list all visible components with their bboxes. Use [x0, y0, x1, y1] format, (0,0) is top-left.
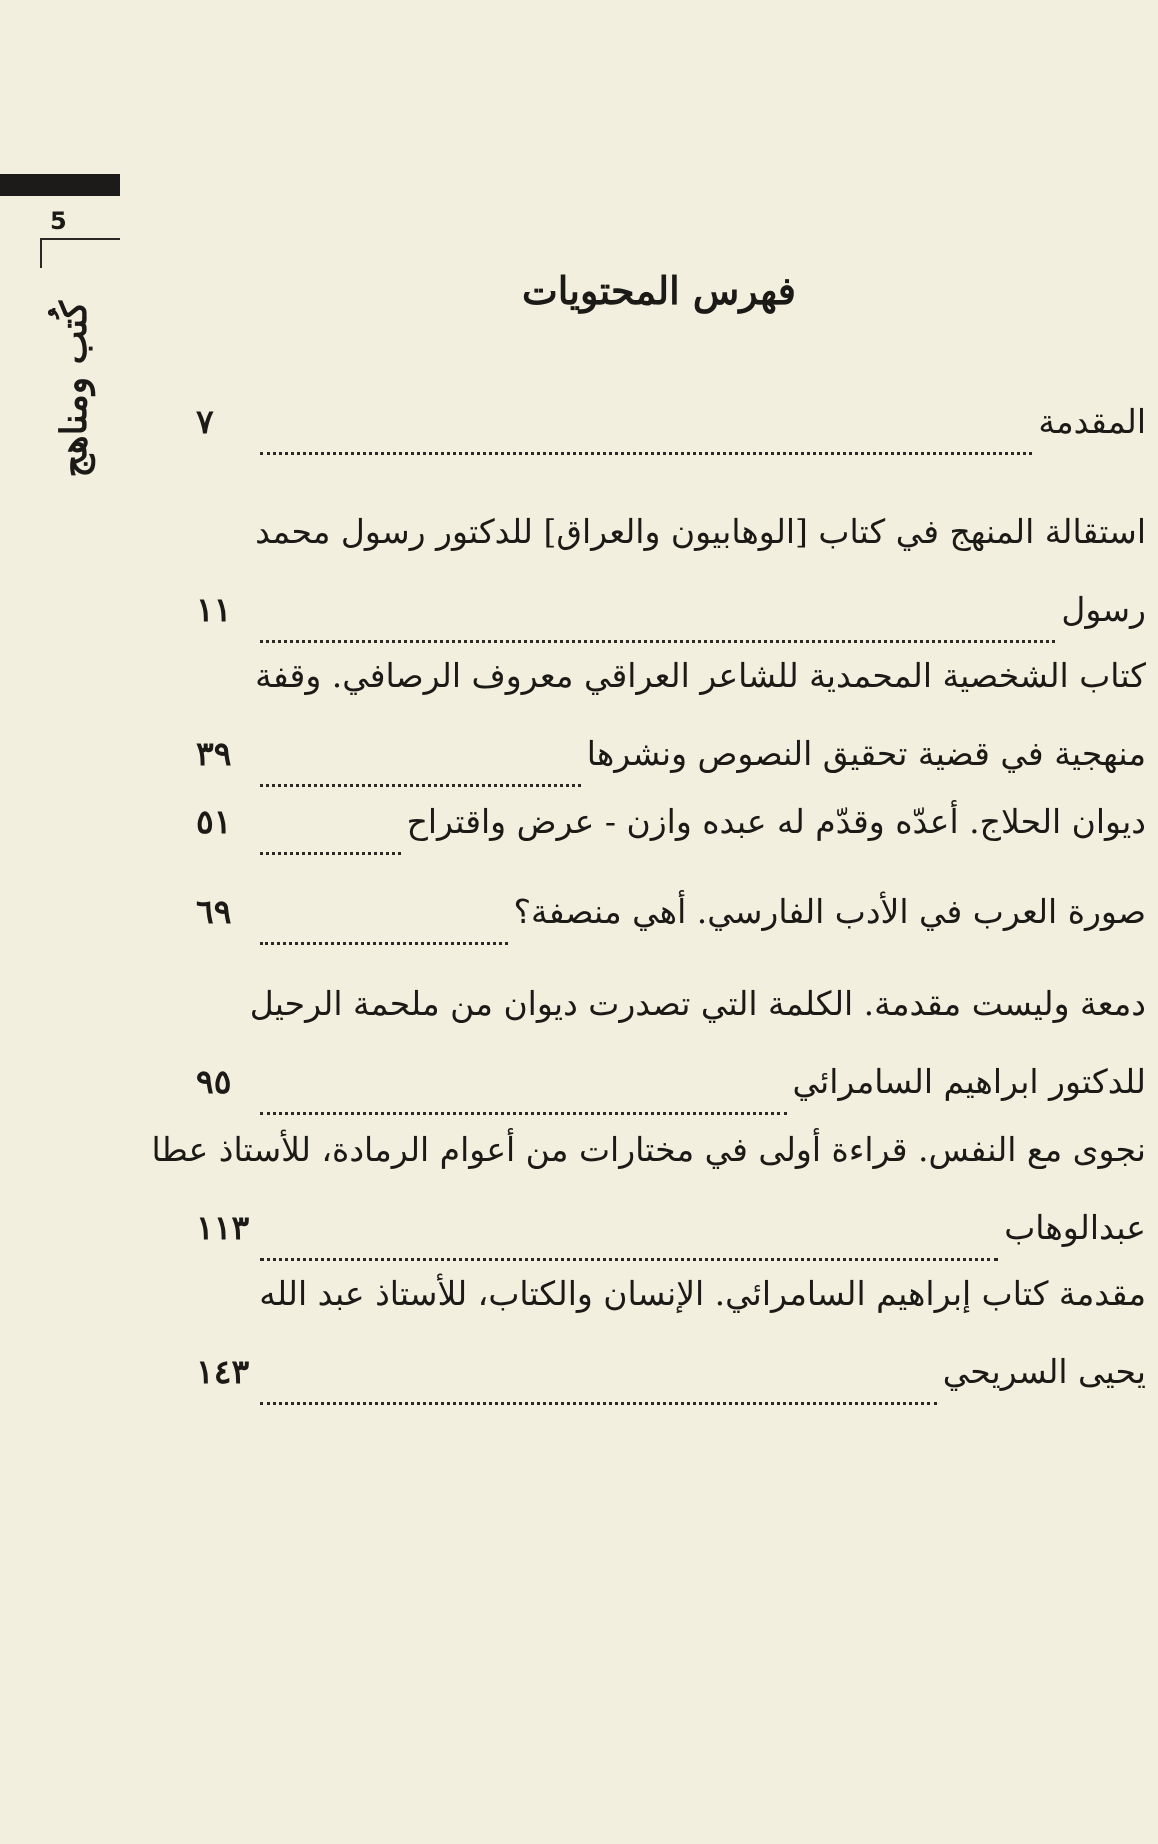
toc-entry-line: [196, 654, 1146, 732]
page-number: 5: [50, 207, 67, 235]
toc-entry-line: [196, 1272, 1146, 1350]
toc-entry-text: استقالة المنهج في كتاب [الوهابيون والعراق] للدكتور رسول محمد: [255, 512, 1146, 551]
toc-entry-text: عبدالوهاب: [1004, 1208, 1146, 1247]
toc-entry[interactable]: [196, 510, 1146, 666]
toc-page-number: ١٤٣: [196, 1352, 250, 1391]
toc-entry[interactable]: [196, 800, 1146, 878]
toc-entry[interactable]: [196, 890, 1146, 968]
toc-page-number: ١١٣: [196, 1208, 250, 1247]
toc-entry-text: صورة العرب في الأدب الفارسي. أهي منصفة؟: [513, 892, 1146, 931]
toc-entry[interactable]: [196, 654, 1146, 810]
header-vertical-rule: [40, 238, 42, 268]
leader-dots: [260, 1112, 787, 1115]
toc-entry[interactable]: [196, 1272, 1146, 1428]
toc-entry-text: منهجية في قضية تحقيق النصوص ونشرها: [586, 734, 1146, 773]
toc-entry-text: يحيى السريحي: [942, 1352, 1146, 1391]
toc-entry-line: [196, 800, 1146, 878]
toc-entry-text: نجوى مع النفس. قراءة أولى في مختارات من أعوام الرمادة، للأستاذ عطا: [151, 1130, 1146, 1169]
toc-page-number: ٥١: [196, 802, 232, 841]
toc-entry-text: رسول: [1061, 590, 1146, 629]
toc-entry-line: [196, 1350, 1146, 1428]
series-title: كُتب ومناهج: [53, 301, 95, 478]
leader-dots: [260, 640, 1055, 643]
toc-entry-line: [151, 1128, 1146, 1206]
toc-entry-text: دمعة وليست مقدمة. الكلمة التي تصدرت ديوان من ملحمة الرحيل: [249, 984, 1146, 1023]
toc-entry[interactable]: [196, 982, 1146, 1138]
header-bar: [0, 174, 120, 196]
leader-dots: [260, 942, 508, 945]
toc-page-number: ٣٩: [196, 734, 232, 773]
toc-page-number: ٦٩: [196, 892, 232, 931]
toc-entry-line: [196, 732, 1146, 810]
leader-dots: [260, 1402, 937, 1405]
toc-entry-text: مقدمة كتاب إبراهيم السامرائي. الإنسان والكتاب، للأستاذ عبد الله: [259, 1274, 1146, 1313]
toc-entry-line: [196, 400, 1146, 478]
toc-entry-text: كتاب الشخصية المحمدية للشاعر العراقي معروف الرصافي. وقفة: [255, 656, 1146, 695]
toc-entry[interactable]: [196, 400, 1146, 478]
toc-entry-line: [196, 510, 1146, 588]
toc-entry-text: المقدمة: [1038, 402, 1146, 441]
toc-entry-text: للدكتور ابراهيم السامرائي: [792, 1062, 1146, 1101]
toc-title: فهرس المحتويات: [522, 268, 796, 313]
toc-page-number: ١١: [196, 590, 232, 629]
toc-entry[interactable]: [151, 1128, 1146, 1284]
leader-dots: [260, 1258, 998, 1261]
toc-page-number: ٩٥: [196, 1062, 232, 1101]
leader-dots: [260, 852, 401, 855]
leader-dots: [260, 784, 581, 787]
leader-dots: [260, 452, 1032, 455]
toc-entry-line: [196, 982, 1146, 1060]
toc-entry-line: [196, 890, 1146, 968]
toc-entry-text: ديوان الحلاج. أعدّه وقدّم له عبده وازن - عرض واقتراح: [406, 802, 1146, 841]
header-rule: [40, 238, 120, 240]
toc-entry-line: [196, 1060, 1146, 1138]
toc-page-number: ٧: [196, 402, 214, 441]
